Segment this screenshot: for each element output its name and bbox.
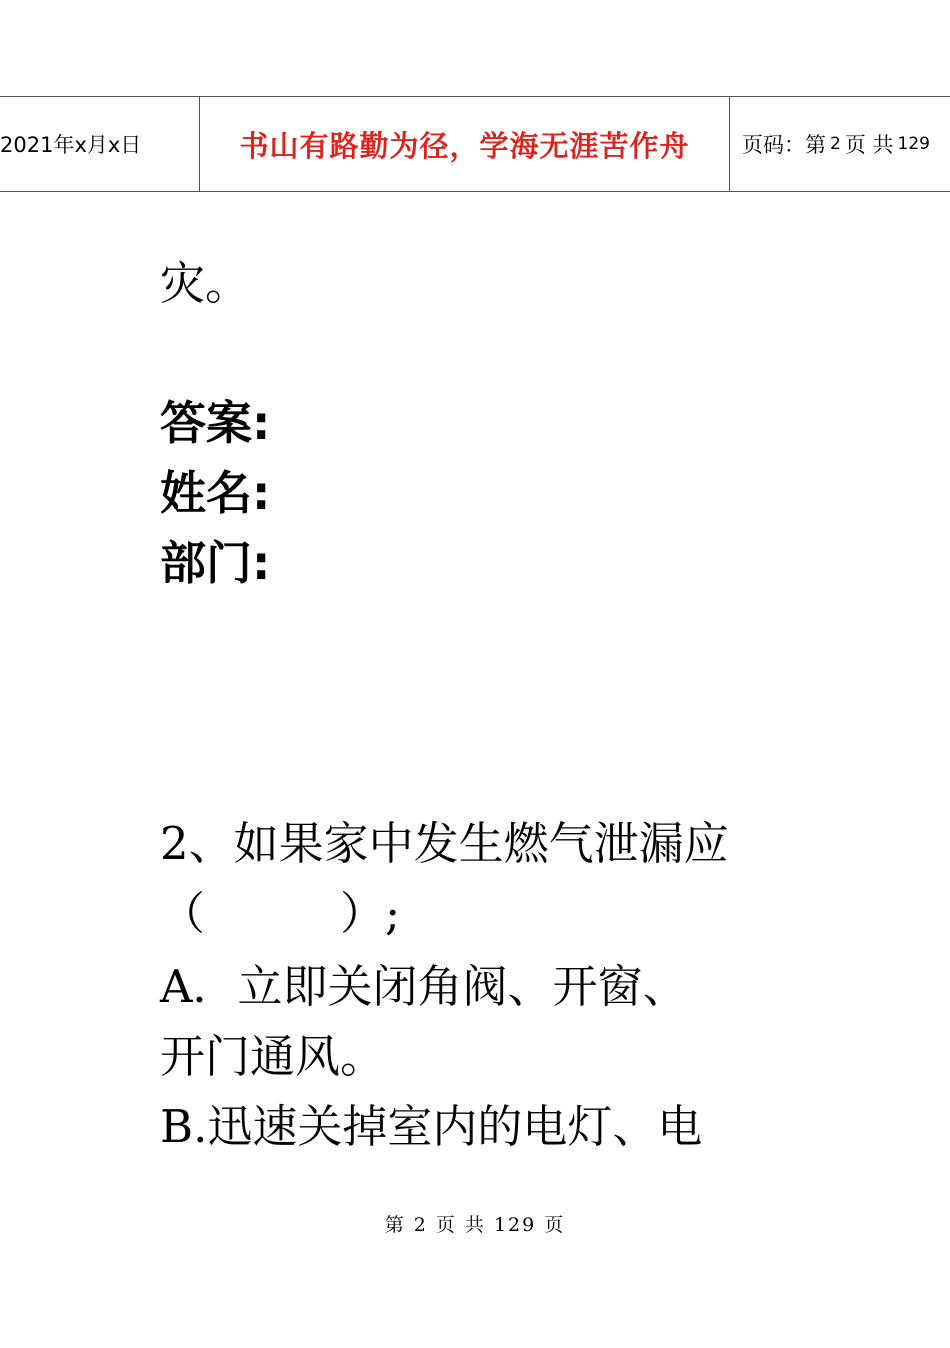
option-b-line1: B.迅速关掉室内的电灯、电 (160, 1100, 703, 1153)
name-label: 姓名: (160, 466, 271, 520)
header-page-total: 129 (897, 134, 930, 154)
page-footer: 第 2 页 共 129 页 (384, 1214, 566, 1236)
option-a-line2: 开门通风。 (160, 1030, 386, 1083)
question-text-line2: （ ）; (160, 887, 401, 940)
department-label: 部门: (160, 536, 271, 590)
header-date: 2021年x月x日 (0, 97, 200, 191)
page-header (0, 96, 950, 192)
question-text-line1: 2、如果家中发生燃气泄漏应 (160, 817, 729, 870)
header-page-mid: 页 共 (844, 133, 894, 157)
header-motto: 书山有路勤为径，学海无涯苦作舟 (200, 97, 730, 191)
header-page-number (730, 97, 950, 191)
previous-text-end: 灾。 (160, 257, 251, 310)
answer-label: 答案: (160, 396, 271, 450)
header-page-current: 2 (830, 134, 841, 154)
option-a-line1: A．立即关闭角阀、开窗、 (160, 960, 688, 1013)
header-page-prefix: 页码：第 (742, 133, 826, 157)
